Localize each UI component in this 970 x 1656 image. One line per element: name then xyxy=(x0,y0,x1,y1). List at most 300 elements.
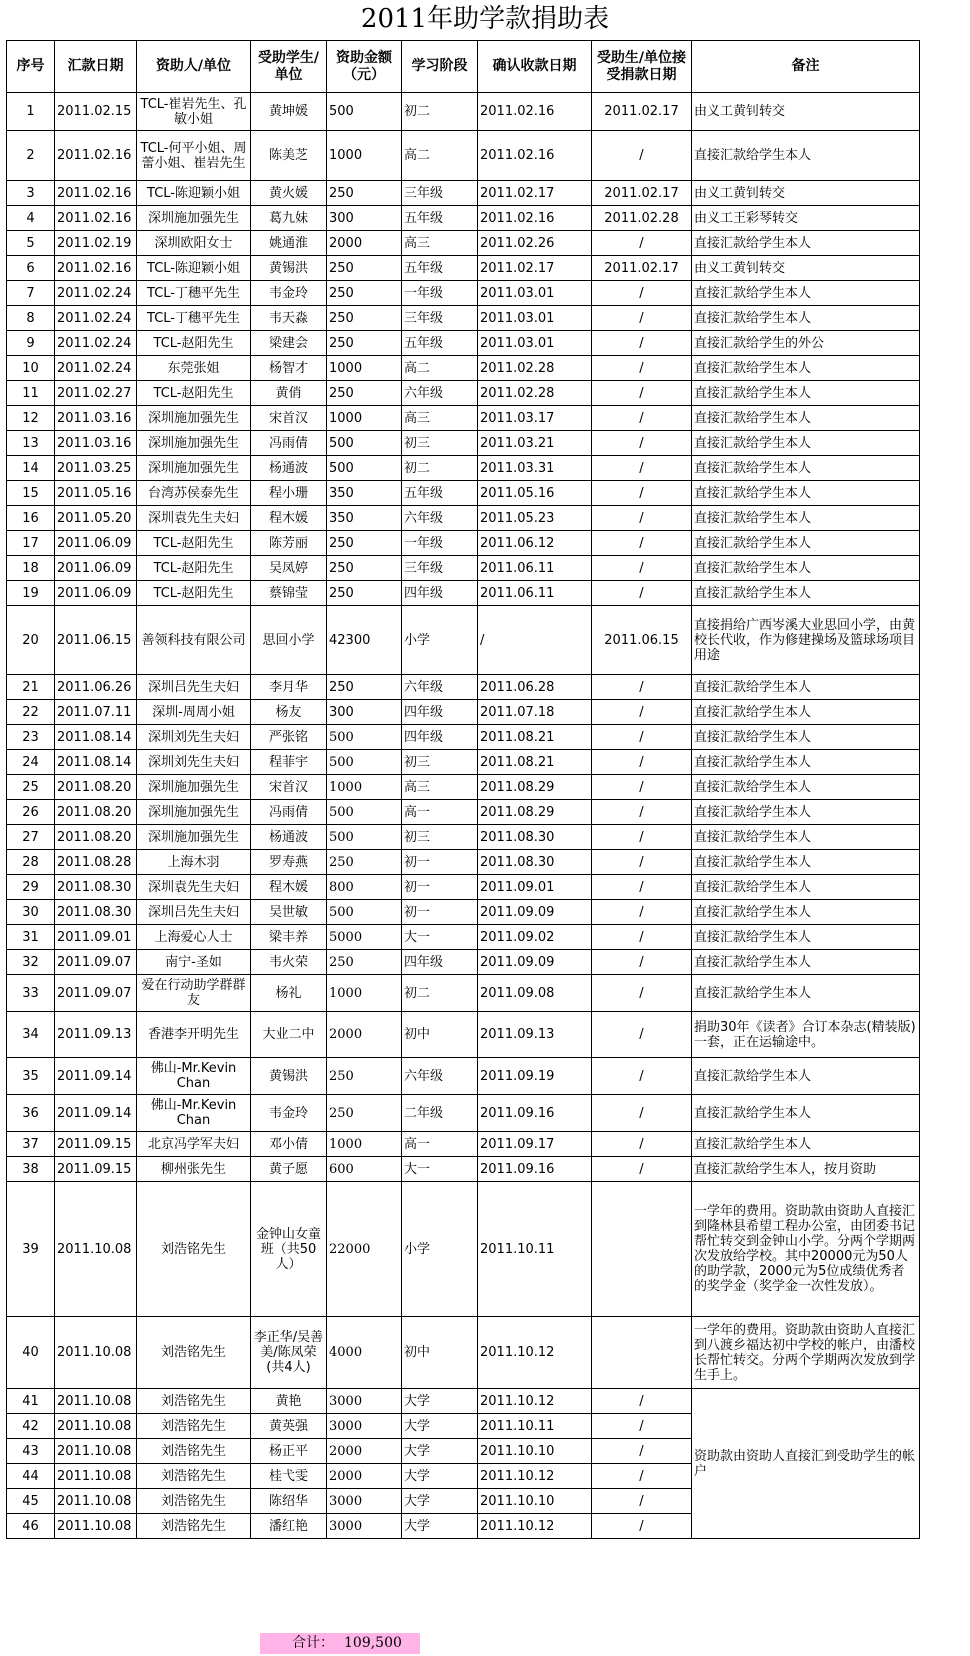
row-stage: 三年级 xyxy=(402,181,478,206)
row-recipient: 思回小学 xyxy=(251,606,327,675)
row-remit-date: 2011.09.07 xyxy=(55,975,137,1012)
row-index: 41 xyxy=(7,1389,55,1414)
row-donor: 刘浩铭先生 xyxy=(137,1489,251,1514)
row-confirm-date: 2011.10.11 xyxy=(478,1182,592,1317)
row-index: 14 xyxy=(7,456,55,481)
row-donor: 刘浩铭先生 xyxy=(137,1389,251,1414)
row-confirm-date: 2011.02.16 xyxy=(478,93,592,131)
row-receive-date: 2011.02.17 xyxy=(592,181,692,206)
row-confirm-date: 2011.06.11 xyxy=(478,581,592,606)
row-stage: 一年级 xyxy=(402,531,478,556)
row-stage: 高二 xyxy=(402,356,478,381)
row-note: 直接汇款给学生本人 xyxy=(692,700,920,725)
table-row xyxy=(7,131,920,181)
row-note: 直接捐给广西岑溪大业思回小学，由黄校长代收，作为修建操场及篮球场项目用途 xyxy=(692,606,920,675)
row-index: 11 xyxy=(7,381,55,406)
row-stage: 六年级 xyxy=(402,506,478,531)
row-index: 44 xyxy=(7,1464,55,1489)
row-confirm-date: 2011.09.09 xyxy=(478,900,592,925)
row-receive-date: / xyxy=(592,925,692,950)
row-index: 32 xyxy=(7,950,55,975)
header-amount: 资助金额（元） xyxy=(327,41,402,93)
row-stage: 初二 xyxy=(402,456,478,481)
table-row xyxy=(7,456,920,481)
row-remit-date: 2011.09.15 xyxy=(55,1157,137,1182)
row-donor: 深圳刘先生夫妇 xyxy=(137,750,251,775)
row-confirm-date: 2011.02.16 xyxy=(478,206,592,231)
row-stage: 大学 xyxy=(402,1514,478,1539)
row-note: 直接汇款给学生本人 xyxy=(692,506,920,531)
row-index: 21 xyxy=(7,675,55,700)
row-index: 16 xyxy=(7,506,55,531)
row-donor: 深圳刘先生夫妇 xyxy=(137,725,251,750)
row-index: 22 xyxy=(7,700,55,725)
row-stage: 一年级 xyxy=(402,281,478,306)
row-confirm-date: 2011.10.12 xyxy=(478,1317,592,1389)
row-note: 直接汇款给学生本人 xyxy=(692,725,920,750)
row-index: 23 xyxy=(7,725,55,750)
table-row xyxy=(7,675,920,700)
row-index: 39 xyxy=(7,1182,55,1317)
row-receive-date: / xyxy=(592,675,692,700)
row-remit-date: 2011.09.07 xyxy=(55,950,137,975)
table-row xyxy=(7,581,920,606)
row-confirm-date: 2011.09.16 xyxy=(478,1095,592,1132)
row-receive-date: / xyxy=(592,1489,692,1514)
row-receive-date: / xyxy=(592,850,692,875)
row-remit-date: 2011.08.14 xyxy=(55,750,137,775)
row-note: 由义工黄钊转交 xyxy=(692,256,920,281)
row-receive-date: / xyxy=(592,750,692,775)
row-receive-date: / xyxy=(592,531,692,556)
row-note: 直接汇款给学生本人 xyxy=(692,456,920,481)
header-row xyxy=(7,41,920,93)
header-donor: 资助人/单位 xyxy=(137,41,251,93)
row-donor: TCL-赵阳先生 xyxy=(137,381,251,406)
row-donor: 北京冯学军夫妇 xyxy=(137,1132,251,1157)
row-amount: 1000 xyxy=(327,356,402,381)
row-stage: 大学 xyxy=(402,1389,478,1414)
table-row xyxy=(7,950,920,975)
row-index: 6 xyxy=(7,256,55,281)
row-confirm-date: 2011.08.29 xyxy=(478,775,592,800)
row-note: 直接汇款给学生的外公 xyxy=(692,331,920,356)
row-remit-date: 2011.08.28 xyxy=(55,850,137,875)
row-amount: 500 xyxy=(327,725,402,750)
row-note: 直接汇款给学生本人 xyxy=(692,800,920,825)
row-note: 直接汇款给学生本人 xyxy=(692,306,920,331)
row-remit-date: 2011.02.24 xyxy=(55,281,137,306)
row-receive-date: / xyxy=(592,306,692,331)
row-confirm-date: 2011.08.30 xyxy=(478,850,592,875)
row-remit-date: 2011.03.16 xyxy=(55,406,137,431)
row-index: 28 xyxy=(7,850,55,875)
row-stage: 三年级 xyxy=(402,306,478,331)
row-donor: 深圳施加强先生 xyxy=(137,800,251,825)
row-recipient: 冯雨倩 xyxy=(251,431,327,456)
row-note: 直接汇款给学生本人 xyxy=(692,131,920,181)
table-row xyxy=(7,256,920,281)
row-recipient: 韦火荣 xyxy=(251,950,327,975)
table-row xyxy=(7,775,920,800)
row-remit-date: 2011.07.11 xyxy=(55,700,137,725)
row-note: 直接汇款给学生本人 xyxy=(692,850,920,875)
row-recipient: 黄艳 xyxy=(251,1389,327,1414)
table-row xyxy=(7,1012,920,1058)
table-row xyxy=(7,975,920,1012)
row-receive-date: / xyxy=(592,775,692,800)
row-amount: 800 xyxy=(327,875,402,900)
row-receive-date: / xyxy=(592,725,692,750)
donation-table xyxy=(6,40,920,1539)
table-row xyxy=(7,900,920,925)
row-remit-date: 2011.10.08 xyxy=(55,1317,137,1389)
row-amount: 250 xyxy=(327,1095,402,1132)
row-recipient: 吴世敏 xyxy=(251,900,327,925)
table-row xyxy=(7,206,920,231)
row-note: 直接汇款给学生本人 xyxy=(692,531,920,556)
total-box xyxy=(260,1633,420,1654)
row-index: 40 xyxy=(7,1317,55,1389)
row-note: 直接汇款给学生本人 xyxy=(692,406,920,431)
row-note: 由义工黄钊转交 xyxy=(692,181,920,206)
table-row xyxy=(7,181,920,206)
row-remit-date: 2011.09.14 xyxy=(55,1095,137,1132)
row-recipient: 杨礼 xyxy=(251,975,327,1012)
row-remit-date: 2011.02.19 xyxy=(55,231,137,256)
row-receive-date: / xyxy=(592,1058,692,1095)
row-recipient: 杨通波 xyxy=(251,456,327,481)
row-donor: 东莞张姐 xyxy=(137,356,251,381)
row-remit-date: 2011.02.27 xyxy=(55,381,137,406)
row-receive-date: / xyxy=(592,975,692,1012)
row-stage: 高三 xyxy=(402,231,478,256)
row-note: 直接汇款给学生本人 xyxy=(692,1058,920,1095)
row-confirm-date: 2011.06.12 xyxy=(478,531,592,556)
row-stage: 大一 xyxy=(402,925,478,950)
row-amount: 350 xyxy=(327,506,402,531)
header-recipient: 受助学生/单位 xyxy=(251,41,327,93)
row-amount: 250 xyxy=(327,531,402,556)
row-amount: 1000 xyxy=(327,775,402,800)
row-stage: 小学 xyxy=(402,606,478,675)
row-confirm-date: 2011.09.16 xyxy=(478,1157,592,1182)
row-amount: 1000 xyxy=(327,975,402,1012)
row-amount: 250 xyxy=(327,381,402,406)
row-remit-date: 2011.06.09 xyxy=(55,556,137,581)
row-remit-date: 2011.02.16 xyxy=(55,181,137,206)
row-donor: TCL-丁穗平先生 xyxy=(137,281,251,306)
row-receive-date: 2011.02.17 xyxy=(592,256,692,281)
row-stage: 六年级 xyxy=(402,675,478,700)
row-index: 15 xyxy=(7,481,55,506)
header-stage: 学习阶段 xyxy=(402,41,478,93)
row-recipient: 潘红艳 xyxy=(251,1514,327,1539)
row-stage: 初二 xyxy=(402,93,478,131)
row-recipient: 程木媛 xyxy=(251,506,327,531)
table-row xyxy=(7,406,920,431)
row-recipient: 大业二中 xyxy=(251,1012,327,1058)
row-donor: 深圳袁先生夫妇 xyxy=(137,875,251,900)
table-row xyxy=(7,331,920,356)
row-index: 4 xyxy=(7,206,55,231)
row-remit-date: 2011.06.09 xyxy=(55,531,137,556)
row-recipient: 黄俏 xyxy=(251,381,327,406)
row-confirm-date: 2011.10.12 xyxy=(478,1514,592,1539)
row-recipient: 黄锡洪 xyxy=(251,1058,327,1095)
table-row xyxy=(7,606,920,675)
row-index: 30 xyxy=(7,900,55,925)
row-donor: 刘浩铭先生 xyxy=(137,1439,251,1464)
row-confirm-date: 2011.09.02 xyxy=(478,925,592,950)
row-donor: TCL-赵阳先生 xyxy=(137,581,251,606)
row-remit-date: 2011.03.16 xyxy=(55,431,137,456)
row-remit-date: 2011.02.16 xyxy=(55,131,137,181)
row-donor: 佛山-Mr.Kevin Chan xyxy=(137,1058,251,1095)
table-row xyxy=(7,850,920,875)
row-donor: 深圳袁先生夫妇 xyxy=(137,506,251,531)
table-row xyxy=(7,725,920,750)
row-confirm-date: 2011.07.18 xyxy=(478,700,592,725)
row-confirm-date: 2011.03.31 xyxy=(478,456,592,481)
row-remit-date: 2011.05.20 xyxy=(55,506,137,531)
row-recipient: 黄锡洪 xyxy=(251,256,327,281)
row-note: 直接汇款给学生本人 xyxy=(692,750,920,775)
row-donor: 深圳-周周小姐 xyxy=(137,700,251,725)
row-index: 12 xyxy=(7,406,55,431)
row-receive-date: / xyxy=(592,1132,692,1157)
row-amount: 500 xyxy=(327,456,402,481)
row-donor: 刘浩铭先生 xyxy=(137,1414,251,1439)
row-receive-date: / xyxy=(592,875,692,900)
row-donor: TCL-何平小姐、周蕾小姐、崔岩先生 xyxy=(137,131,251,181)
row-receive-date xyxy=(592,1317,692,1389)
row-remit-date: 2011.02.16 xyxy=(55,256,137,281)
row-confirm-date: 2011.09.08 xyxy=(478,975,592,1012)
row-donor: 深圳施加强先生 xyxy=(137,206,251,231)
row-remit-date: 2011.08.20 xyxy=(55,825,137,850)
row-receive-date: / xyxy=(592,356,692,381)
row-confirm-date: 2011.10.12 xyxy=(478,1389,592,1414)
row-amount: 250 xyxy=(327,281,402,306)
row-stage: 初中 xyxy=(402,1012,478,1058)
row-recipient: 李月华 xyxy=(251,675,327,700)
row-stage: 高三 xyxy=(402,775,478,800)
row-recipient: 姚通淮 xyxy=(251,231,327,256)
row-donor: TCL-赵阳先生 xyxy=(137,531,251,556)
row-confirm-date: 2011.02.17 xyxy=(478,256,592,281)
row-receive-date: 2011.06.15 xyxy=(592,606,692,675)
row-amount: 250 xyxy=(327,256,402,281)
row-stage: 六年级 xyxy=(402,381,478,406)
row-receive-date: / xyxy=(592,581,692,606)
table-row xyxy=(7,1317,920,1389)
row-index: 35 xyxy=(7,1058,55,1095)
row-amount: 1000 xyxy=(327,406,402,431)
table-row xyxy=(7,481,920,506)
total-label: 合计： xyxy=(292,1635,334,1651)
row-confirm-date: 2011.03.01 xyxy=(478,281,592,306)
row-recipient: 程小珊 xyxy=(251,481,327,506)
row-amount: 500 xyxy=(327,800,402,825)
row-amount: 500 xyxy=(327,825,402,850)
row-remit-date: 2011.08.14 xyxy=(55,725,137,750)
row-donor: 深圳施加强先生 xyxy=(137,825,251,850)
row-stage: 大一 xyxy=(402,1157,478,1182)
table-title: 2011年助学款捐助表 xyxy=(360,4,610,34)
row-recipient: 杨智才 xyxy=(251,356,327,381)
row-index: 43 xyxy=(7,1439,55,1464)
row-stage: 四年级 xyxy=(402,581,478,606)
row-remit-date: 2011.05.16 xyxy=(55,481,137,506)
row-remit-date: 2011.10.08 xyxy=(55,1389,137,1414)
row-confirm-date: 2011.02.16 xyxy=(478,131,592,181)
row-remit-date: 2011.06.26 xyxy=(55,675,137,700)
row-remit-date: 2011.06.09 xyxy=(55,581,137,606)
table-row xyxy=(7,925,920,950)
row-amount: 22000 xyxy=(327,1182,402,1317)
row-stage: 初中 xyxy=(402,1317,478,1389)
row-index: 29 xyxy=(7,875,55,900)
row-index: 27 xyxy=(7,825,55,850)
header-note: 备注 xyxy=(692,41,920,93)
row-receive-date: / xyxy=(592,1157,692,1182)
row-receive-date: 2011.02.17 xyxy=(592,93,692,131)
row-donor: 深圳欧阳女士 xyxy=(137,231,251,256)
row-recipient: 韦天淼 xyxy=(251,306,327,331)
row-amount: 250 xyxy=(327,850,402,875)
row-amount: 4000 xyxy=(327,1317,402,1389)
row-donor: 深圳施加强先生 xyxy=(137,406,251,431)
table-row xyxy=(7,1182,920,1317)
row-confirm-date: 2011.02.28 xyxy=(478,381,592,406)
row-receive-date: / xyxy=(592,131,692,181)
row-confirm-date: 2011.03.01 xyxy=(478,306,592,331)
row-remit-date: 2011.02.24 xyxy=(55,356,137,381)
row-note: 由义工黄钊转交 xyxy=(692,93,920,131)
row-index: 10 xyxy=(7,356,55,381)
row-remit-date: 2011.10.08 xyxy=(55,1514,137,1539)
row-confirm-date: 2011.03.21 xyxy=(478,431,592,456)
row-amount: 250 xyxy=(327,556,402,581)
row-receive-date: / xyxy=(592,556,692,581)
row-stage: 高一 xyxy=(402,1132,478,1157)
row-recipient: 葛九妹 xyxy=(251,206,327,231)
row-remit-date: 2011.10.08 xyxy=(55,1464,137,1489)
row-amount: 2000 xyxy=(327,1012,402,1058)
row-index: 36 xyxy=(7,1095,55,1132)
row-receive-date: / xyxy=(592,506,692,531)
row-index: 9 xyxy=(7,331,55,356)
row-recipient: 陈绍华 xyxy=(251,1489,327,1514)
row-index: 45 xyxy=(7,1489,55,1514)
row-recipient: 韦金玲 xyxy=(251,281,327,306)
row-recipient: 黄子愿 xyxy=(251,1157,327,1182)
row-remit-date: 2011.09.14 xyxy=(55,1058,137,1095)
row-index: 46 xyxy=(7,1514,55,1539)
row-confirm-date: 2011.09.01 xyxy=(478,875,592,900)
total-value: 109,500 xyxy=(344,1635,402,1651)
row-remit-date: 2011.09.01 xyxy=(55,925,137,950)
row-amount: 250 xyxy=(327,1058,402,1095)
row-donor: 刘浩铭先生 xyxy=(137,1464,251,1489)
row-amount: 42300 xyxy=(327,606,402,675)
table-row xyxy=(7,825,920,850)
row-recipient: 程菲宇 xyxy=(251,750,327,775)
row-recipient: 罗寿燕 xyxy=(251,850,327,875)
row-note: 由义工王彩琴转交 xyxy=(692,206,920,231)
table-row xyxy=(7,1157,920,1182)
row-recipient: 宋首汉 xyxy=(251,406,327,431)
table-row xyxy=(7,875,920,900)
row-receive-date: / xyxy=(592,481,692,506)
row-remit-date: 2011.06.15 xyxy=(55,606,137,675)
row-note: 捐助30年《读者》合订本杂志(精装版)一套，正在运输途中。 xyxy=(692,1012,920,1058)
table-row xyxy=(7,281,920,306)
row-donor: 刘浩铭先生 xyxy=(137,1182,251,1317)
table-row xyxy=(7,531,920,556)
row-confirm-date: / xyxy=(478,606,592,675)
row-note: 直接汇款给学生本人 xyxy=(692,900,920,925)
row-stage: 二年级 xyxy=(402,1095,478,1132)
row-index: 34 xyxy=(7,1012,55,1058)
row-donor: TCL-丁穗平先生 xyxy=(137,306,251,331)
row-index: 20 xyxy=(7,606,55,675)
row-index: 17 xyxy=(7,531,55,556)
row-note: 一学年的费用。资助款由资助人直接汇到隆林县希望工程办公室，由团委书记帮忙转交到金钟山小学。分两个学期两次发放给学校。其中20000元为50人的助学款，2000元为5位成绩优秀者的奖学金（奖学金一次性发放）。 xyxy=(692,1182,920,1317)
row-index: 3 xyxy=(7,181,55,206)
row-stage: 初三 xyxy=(402,431,478,456)
row-confirm-date: 2011.10.12 xyxy=(478,1464,592,1489)
table-row xyxy=(7,231,920,256)
table-row xyxy=(7,1095,920,1132)
row-stage: 六年级 xyxy=(402,1058,478,1095)
row-index: 1 xyxy=(7,93,55,131)
row-index: 7 xyxy=(7,281,55,306)
row-confirm-date: 2011.03.01 xyxy=(478,331,592,356)
row-receive-date: / xyxy=(592,1464,692,1489)
row-stage: 大学 xyxy=(402,1414,478,1439)
row-note: 直接汇款给学生本人 xyxy=(692,581,920,606)
row-remit-date: 2011.02.24 xyxy=(55,331,137,356)
row-amount: 250 xyxy=(327,581,402,606)
row-index: 33 xyxy=(7,975,55,1012)
row-amount: 5000 xyxy=(327,925,402,950)
row-confirm-date: 2011.03.17 xyxy=(478,406,592,431)
row-stage: 大学 xyxy=(402,1439,478,1464)
row-donor: 深圳施加强先生 xyxy=(137,775,251,800)
row-receive-date xyxy=(592,1182,692,1317)
row-remit-date: 2011.08.30 xyxy=(55,900,137,925)
row-donor: 深圳吕先生夫妇 xyxy=(137,675,251,700)
row-recipient: 陈芳丽 xyxy=(251,531,327,556)
row-receive-date: / xyxy=(592,1012,692,1058)
row-remit-date: 2011.09.13 xyxy=(55,1012,137,1058)
row-amount: 3000 xyxy=(327,1414,402,1439)
row-stage: 高一 xyxy=(402,800,478,825)
row-recipient: 黄火媛 xyxy=(251,181,327,206)
row-confirm-date: 2011.05.16 xyxy=(478,481,592,506)
row-remit-date: 2011.10.08 xyxy=(55,1414,137,1439)
row-index: 13 xyxy=(7,431,55,456)
row-stage: 初三 xyxy=(402,825,478,850)
row-amount: 250 xyxy=(327,306,402,331)
row-confirm-date: 2011.08.30 xyxy=(478,825,592,850)
row-recipient: 冯雨倩 xyxy=(251,800,327,825)
row-note: 直接汇款给学生本人 xyxy=(692,1095,920,1132)
row-note: 直接汇款给学生本人 xyxy=(692,775,920,800)
row-receive-date: / xyxy=(592,1389,692,1414)
